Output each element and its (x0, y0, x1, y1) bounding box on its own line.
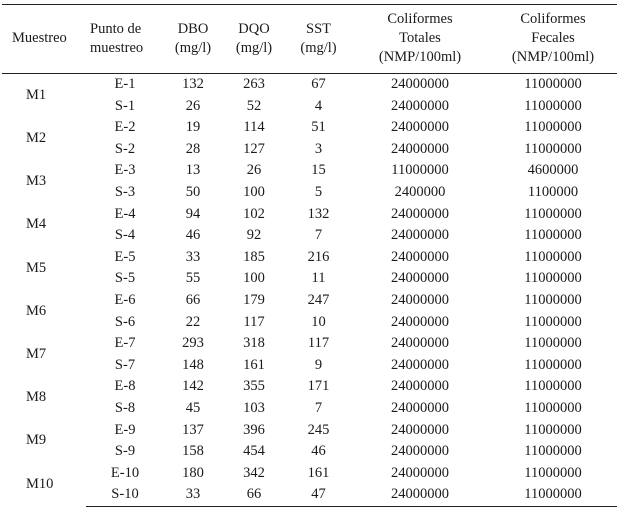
cell-dqo: 185 (243, 248, 265, 265)
cell-dqo: 100 (243, 270, 265, 287)
cell-sst: 67 (311, 76, 326, 92)
cell-dqo: 396 (243, 421, 265, 438)
table-row (2, 355, 617, 377)
cell-sst: 132 (307, 205, 330, 222)
header-punto-line2: muestreo (90, 39, 144, 56)
cell-dqo: 114 (243, 119, 265, 136)
cell-ct: 24000000 (391, 76, 449, 92)
cell-punto: S-3 (114, 183, 136, 200)
cell-cf: 11000000 (524, 76, 582, 92)
sample-label: M9 (26, 432, 47, 449)
cell-punto: E-3 (114, 162, 136, 179)
cell-cf: 11000000 (524, 335, 582, 352)
cell-dqo: 355 (243, 378, 265, 395)
sample-label: M7 (26, 345, 47, 362)
cell-punto: S-4 (114, 227, 136, 244)
cell-dqo: 263 (243, 76, 265, 92)
cell-dbo: 55 (185, 270, 201, 287)
table-row (2, 96, 617, 118)
cell-dqo: 103 (243, 399, 265, 416)
header-coliformes-fecales (489, 5, 617, 74)
table-row (2, 312, 617, 334)
cell-sst: 245 (307, 421, 330, 438)
cell-ct: 11000000 (391, 162, 449, 179)
cell-sst: 4 (314, 97, 323, 114)
cell-dqo: 161 (243, 356, 265, 373)
cell-sst: 11 (311, 270, 326, 287)
header-dqo-line2: (mg/l) (235, 39, 273, 56)
cell-sst: 51 (311, 119, 326, 136)
cell-cf: 11000000 (524, 205, 582, 222)
cell-punto: E-5 (114, 248, 136, 265)
cell-sst: 5 (314, 183, 323, 200)
header-sst-line2: (mg/l) (300, 39, 337, 56)
cell-ct: 24000000 (391, 291, 449, 308)
table-row (2, 117, 617, 139)
cell-ct: 24000000 (391, 464, 449, 481)
header-punto-line1: Punto de (90, 20, 142, 37)
cell-cf: 11000000 (524, 421, 582, 438)
cell-dqo: 66 (222, 484, 286, 506)
cell-ct: 24000000 (391, 227, 449, 244)
cell-dbo: 33 (185, 248, 201, 265)
cell-ct: 24000000 (391, 443, 449, 460)
cell-ct: 2400000 (394, 183, 446, 200)
cell-cf: 11000000 (524, 291, 582, 308)
cell-sst: 161 (307, 464, 330, 481)
table-row (2, 247, 617, 269)
cell-sst: 15 (311, 162, 326, 179)
cell-cf: 11000000 (524, 356, 582, 373)
cell-dbo: 158 (182, 443, 204, 460)
cell-cf: 11000000 (524, 119, 582, 136)
cell-dbo: 33 (164, 484, 222, 506)
cell-ct: 24000000 (351, 484, 489, 506)
cell-cf: 11000000 (524, 97, 582, 114)
table-row (2, 225, 617, 247)
cell-sst: 247 (307, 291, 330, 308)
cell-cf: 4600000 (527, 162, 579, 179)
table-row (2, 484, 617, 506)
cell-ct: 24000000 (391, 270, 449, 287)
cell-ct: 24000000 (391, 140, 449, 157)
water-quality-table (2, 4, 617, 507)
cell-cf: 11000000 (524, 248, 582, 265)
cell-dqo: 117 (243, 313, 265, 330)
header-cf-line1: Coliformes (520, 11, 586, 27)
cell-punto: S-8 (114, 399, 136, 416)
cell-ct: 24000000 (391, 97, 449, 114)
cell-cf: 1100000 (527, 183, 579, 200)
cell-ct: 24000000 (391, 378, 449, 395)
cell-dbo: 26 (185, 97, 201, 114)
table-row (2, 160, 617, 182)
header-cf-line3: (NMP/100ml) (511, 49, 595, 65)
cell-sst: 10 (311, 313, 326, 330)
table-row (2, 398, 617, 420)
table-row (2, 268, 617, 290)
cell-punto: E-9 (114, 421, 136, 438)
header-dbo (164, 5, 222, 74)
cell-sst: 47 (286, 484, 351, 506)
header-dbo-line1: DBO (177, 20, 209, 37)
header-cf-line2: Fecales (531, 30, 575, 46)
cell-punto: E-2 (114, 119, 136, 136)
cell-ct: 24000000 (391, 399, 449, 416)
header-dqo-line1: DQO (238, 20, 270, 37)
table-row (2, 290, 617, 312)
cell-sst: 117 (307, 335, 330, 352)
cell-dqo: 26 (246, 162, 262, 179)
table-row (2, 139, 617, 161)
cell-cf: 11000000 (524, 313, 582, 330)
cell-dbo: 45 (185, 399, 201, 416)
cell-ct: 24000000 (391, 119, 449, 136)
cell-cf: 11000000 (524, 464, 582, 481)
cell-cf: 11000000 (524, 378, 582, 395)
cell-dbo: 142 (182, 378, 204, 395)
cell-dbo: 28 (185, 140, 201, 157)
cell-dqo: 454 (243, 443, 265, 460)
cell-dbo: 66 (185, 291, 201, 308)
header-ct-line2: Totales (399, 30, 441, 46)
cell-cf: 11000000 (524, 443, 582, 460)
cell-punto: S-2 (114, 140, 136, 157)
header-dbo-line2: (mg/l) (174, 39, 212, 56)
header-row (2, 5, 617, 74)
table-row (2, 376, 617, 398)
cell-dqo: 102 (243, 205, 265, 222)
header-ct-line1: Coliformes (387, 11, 453, 27)
table-body (2, 74, 617, 507)
cell-dbo: 132 (182, 76, 204, 92)
cell-sst: 7 (314, 399, 323, 416)
cell-dbo: 22 (185, 313, 201, 330)
sample-label: M4 (26, 216, 47, 233)
table-row (2, 182, 617, 204)
cell-punto: E-10 (110, 464, 140, 481)
cell-dbo: 13 (185, 162, 201, 179)
cell-punto: E-7 (114, 335, 136, 352)
cell-punto: S-10 (86, 484, 164, 506)
cell-sst: 9 (314, 356, 323, 373)
cell-ct: 24000000 (391, 421, 449, 438)
cell-dqo: 100 (243, 183, 265, 200)
cell-ct: 24000000 (391, 248, 449, 265)
sample-label: M6 (26, 302, 47, 319)
cell-dbo: 180 (182, 464, 204, 481)
sample-label: M10 (26, 475, 54, 492)
cell-cf: 11000000 (524, 270, 582, 287)
cell-dqo: 52 (246, 97, 262, 114)
sample-label: M2 (26, 129, 47, 146)
cell-dqo: 127 (243, 140, 265, 157)
cell-dbo: 19 (185, 119, 201, 136)
cell-cf: 11000000 (489, 484, 617, 506)
cell-punto: S-6 (114, 313, 136, 330)
cell-punto: E-1 (114, 76, 136, 92)
header-sst-line1: SST (306, 20, 331, 37)
cell-punto: E-8 (114, 378, 136, 395)
header-sst (286, 5, 351, 74)
cell-dbo: 94 (185, 205, 201, 222)
cell-ct: 24000000 (391, 335, 449, 352)
cell-dqo: 342 (243, 464, 265, 481)
header-dqo (222, 5, 286, 74)
sample-label: M5 (26, 259, 47, 276)
cell-dqo: 179 (243, 291, 265, 308)
header-coliformes-totales (351, 5, 489, 74)
header-ct-line3: (NMP/100ml) (378, 49, 462, 65)
cell-ct: 24000000 (391, 313, 449, 330)
cell-sst: 7 (314, 227, 323, 244)
cell-dbo: 293 (182, 335, 204, 352)
cell-punto: S-1 (114, 97, 136, 114)
header-muestreo: Muestreo (2, 5, 86, 74)
cell-dbo: 137 (182, 421, 204, 438)
cell-ct: 24000000 (391, 356, 449, 373)
cell-sst: 216 (307, 248, 330, 265)
table-row (2, 204, 617, 226)
cell-punto: S-5 (114, 270, 136, 287)
cell-dbo: 50 (185, 183, 201, 200)
sample-label: M8 (26, 389, 47, 406)
cell-sst: 3 (314, 140, 323, 157)
cell-sst: 171 (307, 378, 330, 395)
cell-cf: 11000000 (524, 399, 582, 416)
cell-sst: 46 (311, 443, 326, 460)
sample-label: M3 (26, 173, 47, 190)
table-row (2, 333, 617, 355)
table-row (2, 74, 617, 96)
cell-punto: S-9 (114, 443, 136, 460)
cell-punto: E-4 (114, 205, 136, 222)
cell-punto: E-6 (114, 291, 136, 308)
data-table-container (2, 4, 617, 507)
cell-dbo: 46 (185, 227, 201, 244)
cell-dqo: 318 (243, 335, 265, 352)
cell-dbo: 148 (182, 356, 204, 373)
header-punto (86, 5, 164, 74)
table-row (2, 420, 617, 442)
table-header (2, 5, 617, 74)
sample-label: M1 (26, 86, 47, 103)
cell-cf: 11000000 (524, 140, 582, 157)
cell-punto: S-7 (114, 356, 136, 373)
table-row (2, 441, 617, 463)
table-row (2, 463, 617, 485)
cell-cf: 11000000 (524, 227, 582, 244)
cell-dqo: 92 (246, 227, 262, 244)
cell-ct: 24000000 (391, 205, 449, 222)
